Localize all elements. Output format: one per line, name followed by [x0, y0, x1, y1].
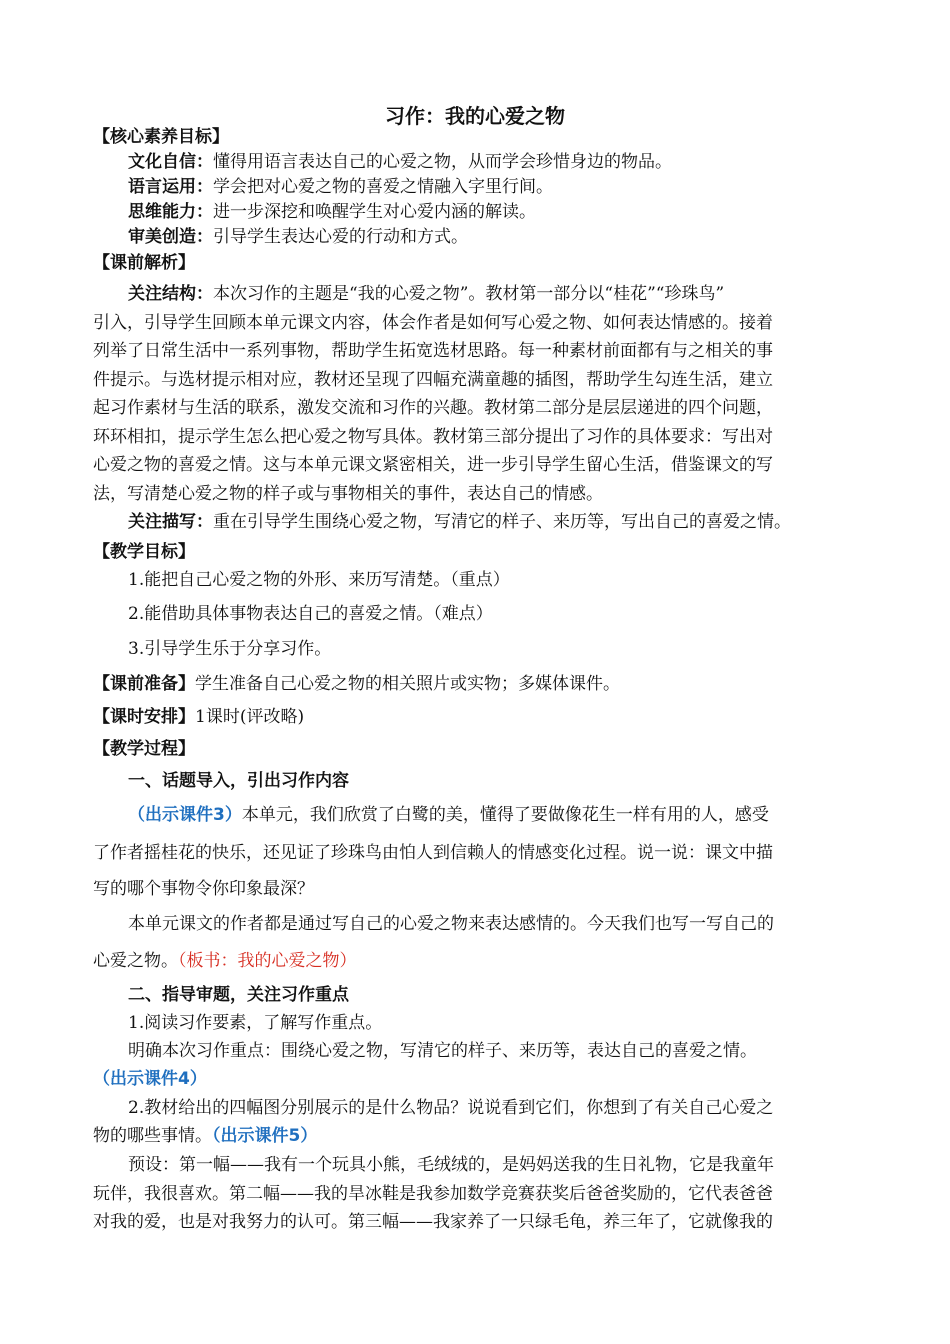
analysis-paragraph-line: 法，写清楚心爱之物的样子或与事物相关的事件，表达自己的情感。	[93, 484, 603, 504]
process-paragraph-line: 预设：第一幅——我有一个玩具小熊，毛绒绒的，是妈妈送我的生日礼物，它是我童年	[128, 1155, 774, 1175]
objective-item: 3.引导学生乐于分享习作。	[128, 639, 332, 659]
goals-heading: 【核心素养目标】	[93, 127, 229, 147]
goal-item: 思维能力：进一步深挖和唤醒学生对心爱内涵的解读。	[128, 202, 536, 222]
process-paragraph-line: 本单元课文的作者都是通过写自己的心爱之物来表达感情的。今天我们也写一写自己的	[128, 914, 774, 934]
process-paragraph-line: 物的哪些事情。（出示课件5）	[93, 1126, 318, 1146]
process-paragraph-line: 了作者摇桂花的快乐，还见证了珍珠鸟由怕人到信赖人的情感变化过程。说一说：课文中描	[93, 843, 773, 863]
process-paragraph-line: 明确本次习作重点：围绕心爱之物，写清它的样子、来历等，表达自己的喜爱之情。	[128, 1041, 757, 1061]
analysis-paragraph-line: 件提示。与选材提示相对应，教材还呈现了四幅充满童趣的插图，帮助学生勾连生活，建立	[93, 370, 773, 390]
objective-item: 2.能借助具体事物表达自己的喜爱之情。（难点）	[128, 604, 493, 624]
analysis-paragraph-line: 关注结构：本次习作的主题是“我的心爱之物”。教材第一部分以“桂花”“珍珠鸟”	[128, 284, 725, 304]
process-paragraph-line: 写的哪个事物令你印象最深？	[93, 879, 314, 899]
goal-item: 语言运用：学会把对心爱之物的喜爱之情融入字里行间。	[128, 177, 553, 197]
page-title: 习作：我的心爱之物	[385, 104, 565, 128]
analysis-paragraph-line: 起习作素材与生活的联系，激发交流和习作的兴趣。教材第二部分是层层递进的四个问题，	[93, 398, 773, 418]
slide-cue: （出示课件4）	[93, 1069, 207, 1089]
prep-line: 【课前准备】学生准备自己心爱之物的相关照片或实物；多媒体课件。	[93, 674, 620, 694]
process-heading: 【教学过程】	[93, 739, 195, 759]
analysis-paragraph-line: 环环相扣，提示学生怎么把心爱之物写具体。教材第三部分提出了习作的具体要求：写出对	[93, 427, 773, 447]
slide-cue: （出示课件5）	[212, 1126, 318, 1146]
analysis-paragraph-line: 心爱之物的喜爱之情。这与本单元课文紧密相关，进一步引导学生留心生活，借鉴课文的写	[93, 455, 773, 475]
analysis-paragraph-line: 关注描写：重在引导学生围绕心爱之物，写清它的样子、来历等，写出自己的喜爱之情。	[128, 512, 791, 532]
section-heading: 一、话题导入，引出习作内容	[128, 771, 349, 791]
analysis-paragraph-line: 引入，引导学生回顾本单元课文内容，体会作者是如何写心爱之物、如何表达情感的。接着	[93, 313, 773, 333]
objective-item: 1.能把自己心爱之物的外形、来历写清楚。（重点）	[128, 570, 510, 590]
process-paragraph-line: 2.教材给出的四幅图分别展示的是什么物品？说说看到它们，你想到了有关自己心爱之	[128, 1098, 774, 1118]
process-paragraph-line: （出示课件3）本单元，我们欣赏了白鹭的美，懂得了要做像花生一样有用的人，感受	[128, 805, 769, 825]
schedule-line: 【课时安排】1课时(评改略)	[93, 707, 305, 727]
process-paragraph-line: 对我的爱，也是对我努力的认可。第三幅——我家养了一只绿毛龟，养三年了，它就像我的	[93, 1212, 773, 1232]
process-paragraph-line: 心爱之物。（板书：我的心爱之物）	[93, 951, 357, 971]
board-note: （板书：我的心爱之物）	[178, 951, 357, 971]
objectives-heading: 【教学目标】	[93, 542, 195, 562]
process-paragraph-line: 1.阅读习作要素，了解写作重点。	[128, 1013, 383, 1033]
slide-cue: （出示课件3）	[128, 805, 242, 825]
section-heading: 二、指导审题，关注习作重点	[128, 985, 349, 1005]
analysis-heading: 【课前解析】	[93, 253, 195, 273]
process-paragraph-line: 玩伴，我很喜欢。第二幅——我的旱冰鞋是我参加数学竞赛获奖后爸爸奖励的，它代表爸爸	[93, 1184, 773, 1204]
analysis-paragraph-line: 列举了日常生活中一系列事物，帮助学生拓宽选材思路。每一种素材前面都有与之相关的事	[93, 341, 773, 361]
goal-item: 文化自信：懂得用语言表达自己的心爱之物，从而学会珍惜身边的物品。	[128, 152, 672, 172]
goal-item: 审美创造：引导学生表达心爱的行动和方式。	[128, 227, 468, 247]
